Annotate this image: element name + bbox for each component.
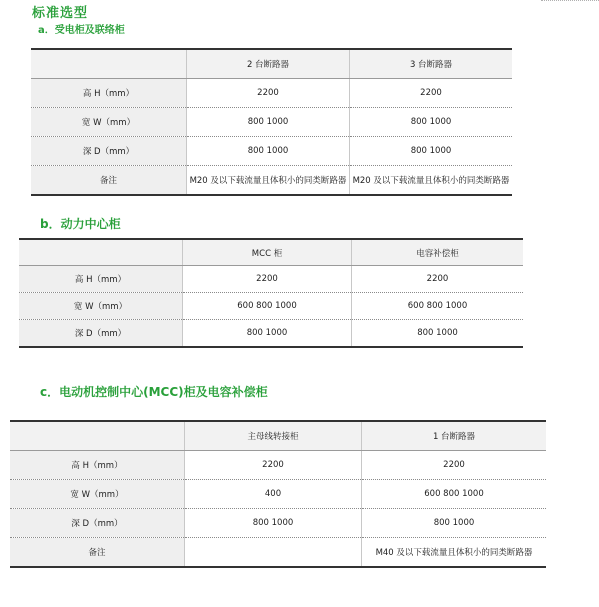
table-cell: 800 1000 bbox=[352, 320, 524, 348]
table-header-row bbox=[19, 239, 523, 266]
table-row bbox=[31, 108, 512, 137]
table-row bbox=[10, 451, 546, 480]
row-label: 宽 W（mm） bbox=[19, 293, 183, 320]
page-corner-mark bbox=[541, 0, 599, 7]
table-row bbox=[19, 320, 523, 348]
header-cell: 主母线转接柜 bbox=[185, 421, 362, 451]
table-row bbox=[19, 293, 523, 320]
table-row bbox=[10, 509, 546, 538]
row-label: 深 D（mm） bbox=[31, 137, 187, 166]
row-label: 高 H（mm） bbox=[19, 266, 183, 293]
table-header-row bbox=[10, 421, 546, 451]
table-cell bbox=[185, 538, 362, 568]
page-title: 标准选型 bbox=[32, 6, 89, 21]
table-cell: 800 1000 bbox=[350, 108, 513, 137]
row-label: 高 H（mm） bbox=[31, 79, 187, 108]
header-cell bbox=[19, 239, 183, 266]
table-cell: M40 及以下载流量且体积小的同类断路器 bbox=[362, 538, 547, 568]
table-cell: 600 800 1000 bbox=[352, 293, 524, 320]
spec-table-b bbox=[19, 238, 523, 348]
spec-table-a bbox=[31, 48, 512, 196]
row-label: 深 D（mm） bbox=[10, 509, 185, 538]
header-cell: 电容补偿柜 bbox=[352, 239, 524, 266]
table-cell: 2200 bbox=[362, 451, 547, 480]
table-cell: M20 及以下载流量且体积小的同类断路器 bbox=[350, 166, 513, 196]
table-cell: M20 及以下载流量且体积小的同类断路器 bbox=[187, 166, 350, 196]
section-title-a: a．受电柜及联络柜 bbox=[38, 25, 125, 36]
table-cell: 800 1000 bbox=[183, 320, 352, 348]
row-label: 宽 W（mm） bbox=[31, 108, 187, 137]
table-cell: 600 800 1000 bbox=[362, 480, 547, 509]
header-cell bbox=[10, 421, 185, 451]
table-header-row bbox=[31, 49, 512, 79]
table-cell: 2200 bbox=[183, 266, 352, 293]
row-label: 备注 bbox=[31, 166, 187, 196]
table-cell: 2200 bbox=[187, 79, 350, 108]
row-label: 高 H（mm） bbox=[10, 451, 185, 480]
section-title-c: c．电动机控制中心(MCC)柜及电容补偿柜 bbox=[40, 385, 268, 399]
header-cell bbox=[31, 49, 187, 79]
table-row bbox=[10, 538, 546, 568]
table-cell: 2200 bbox=[352, 266, 524, 293]
table-cell: 2200 bbox=[350, 79, 513, 108]
table-cell: 800 1000 bbox=[350, 137, 513, 166]
table-row bbox=[31, 166, 512, 196]
spec-table-c bbox=[10, 420, 546, 568]
table-row bbox=[10, 480, 546, 509]
table-cell: 800 1000 bbox=[362, 509, 547, 538]
row-label: 备注 bbox=[10, 538, 185, 568]
table-cell: 800 1000 bbox=[185, 509, 362, 538]
row-label: 宽 W（mm） bbox=[10, 480, 185, 509]
table-cell: 800 1000 bbox=[187, 108, 350, 137]
table-row bbox=[31, 137, 512, 166]
table-cell: 2200 bbox=[185, 451, 362, 480]
section-title-b: b．动力中心柜 bbox=[40, 217, 121, 231]
table-row bbox=[19, 266, 523, 293]
header-cell: 3 台断路器 bbox=[350, 49, 513, 79]
header-cell: MCC 柜 bbox=[183, 239, 352, 266]
table-cell: 800 1000 bbox=[187, 137, 350, 166]
table-cell: 400 bbox=[185, 480, 362, 509]
row-label: 深 D（mm） bbox=[19, 320, 183, 348]
table-cell: 600 800 1000 bbox=[183, 293, 352, 320]
header-cell: 2 台断路器 bbox=[187, 49, 350, 79]
header-cell: 1 台断路器 bbox=[362, 421, 547, 451]
table-row bbox=[31, 79, 512, 108]
